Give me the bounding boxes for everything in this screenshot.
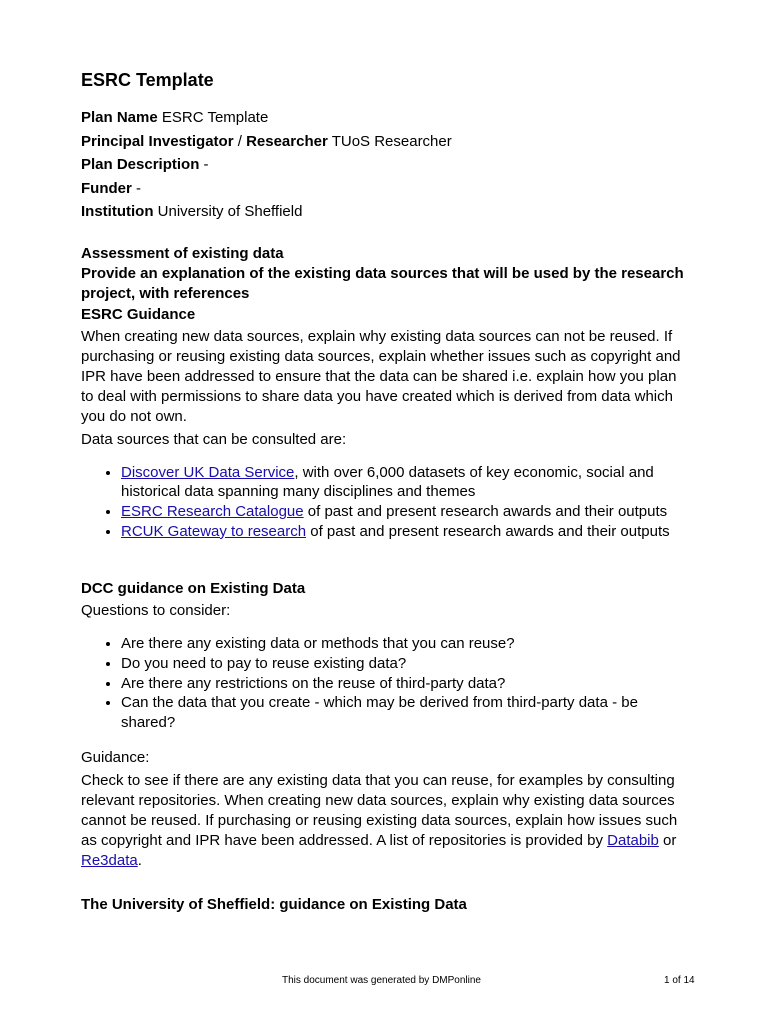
section-title-assessment: Assessment of existing data	[81, 244, 284, 262]
discover-uk-data-service-link[interactable]: Discover UK Data Service	[121, 463, 295, 481]
dcc-guidance-text: Check to see if there are any existing data that you can reuse, for examples by consulting relevant repositories. When creating new data sources, explain why existing data sources cannot be reused. If purchasing or reusing existing data sources, explain how issues such as copyright and IPR have been addressed. A list of repositories is provided by Databib or Re3data.	[81, 771, 678, 869]
section-title-sheffield: The University of Sheffield: guidance on Existing Data	[81, 895, 467, 913]
sources-intro: Data sources that can be consulted are:	[81, 430, 347, 448]
document-page	[81, 68, 691, 915]
footer-generated-text: This document was generated by DMPonline	[282, 975, 481, 986]
section-title-dcc: DCC guidance on Existing Data	[81, 580, 306, 598]
question-existing-sources: Provide an explanation of the existing data sources that will be used by the research project, with references	[81, 264, 684, 302]
meta-funder: Funder -	[81, 179, 142, 197]
meta-institution: Institution University of Sheffield	[81, 203, 303, 220]
databib-link[interactable]: Databib	[607, 831, 659, 849]
document-title: ESRC Template	[81, 70, 214, 90]
list-item: • Discover UK Data Service, with over 6,000 datasets of key economic, social and historical data spanning many disciplines and themes	[121, 463, 691, 502]
footer-page-number: 1 of 14	[664, 975, 695, 986]
list-item: • Can the data that you create - which may be derived from third-party data - be shared?	[121, 693, 691, 732]
meta-principal-investigator: Principal Investigator / Researcher TUoS Researcher	[81, 132, 452, 150]
guidance-label: Guidance:	[81, 748, 150, 766]
esrc-research-catalogue-link[interactable]: ESRC Research Catalogue	[121, 502, 304, 520]
plan-meta	[81, 106, 691, 224]
sources-list	[81, 463, 691, 542]
meta-plan-name: Plan Name ESRC Template	[81, 109, 269, 126]
list-item: • Are there any existing data or methods that you can reuse?	[121, 634, 691, 654]
questions-list	[81, 634, 691, 733]
list-item: • Do you need to pay to reuse existing data?	[121, 654, 691, 674]
re3data-link[interactable]: Re3data	[81, 851, 138, 869]
questions-intro: Questions to consider:	[81, 602, 231, 620]
list-item: • ESRC Research Catalogue of past and present research awards and their outputs	[121, 502, 691, 522]
esrc-guidance-text: When creating new data sources, explain why existing data sources can not be reused. If purchasing or reusing existing data sources, explain whether issues such as copyright and IPR have been addressed to ensure that the data can be shared i.e. explain how you plan to deal with permissions to share data you have created which is derived from data which you do not own.	[81, 327, 681, 425]
list-item: • RCUK Gateway to research of past and present research awards and their outputs	[121, 522, 691, 542]
esrc-guidance-heading: ESRC Guidance	[81, 305, 196, 323]
rcuk-gateway-link[interactable]: RCUK Gateway to research	[121, 522, 307, 540]
meta-plan-description: Plan Description -	[81, 156, 209, 173]
list-item: • Are there any restrictions on the reuse of third-party data?	[121, 674, 691, 694]
